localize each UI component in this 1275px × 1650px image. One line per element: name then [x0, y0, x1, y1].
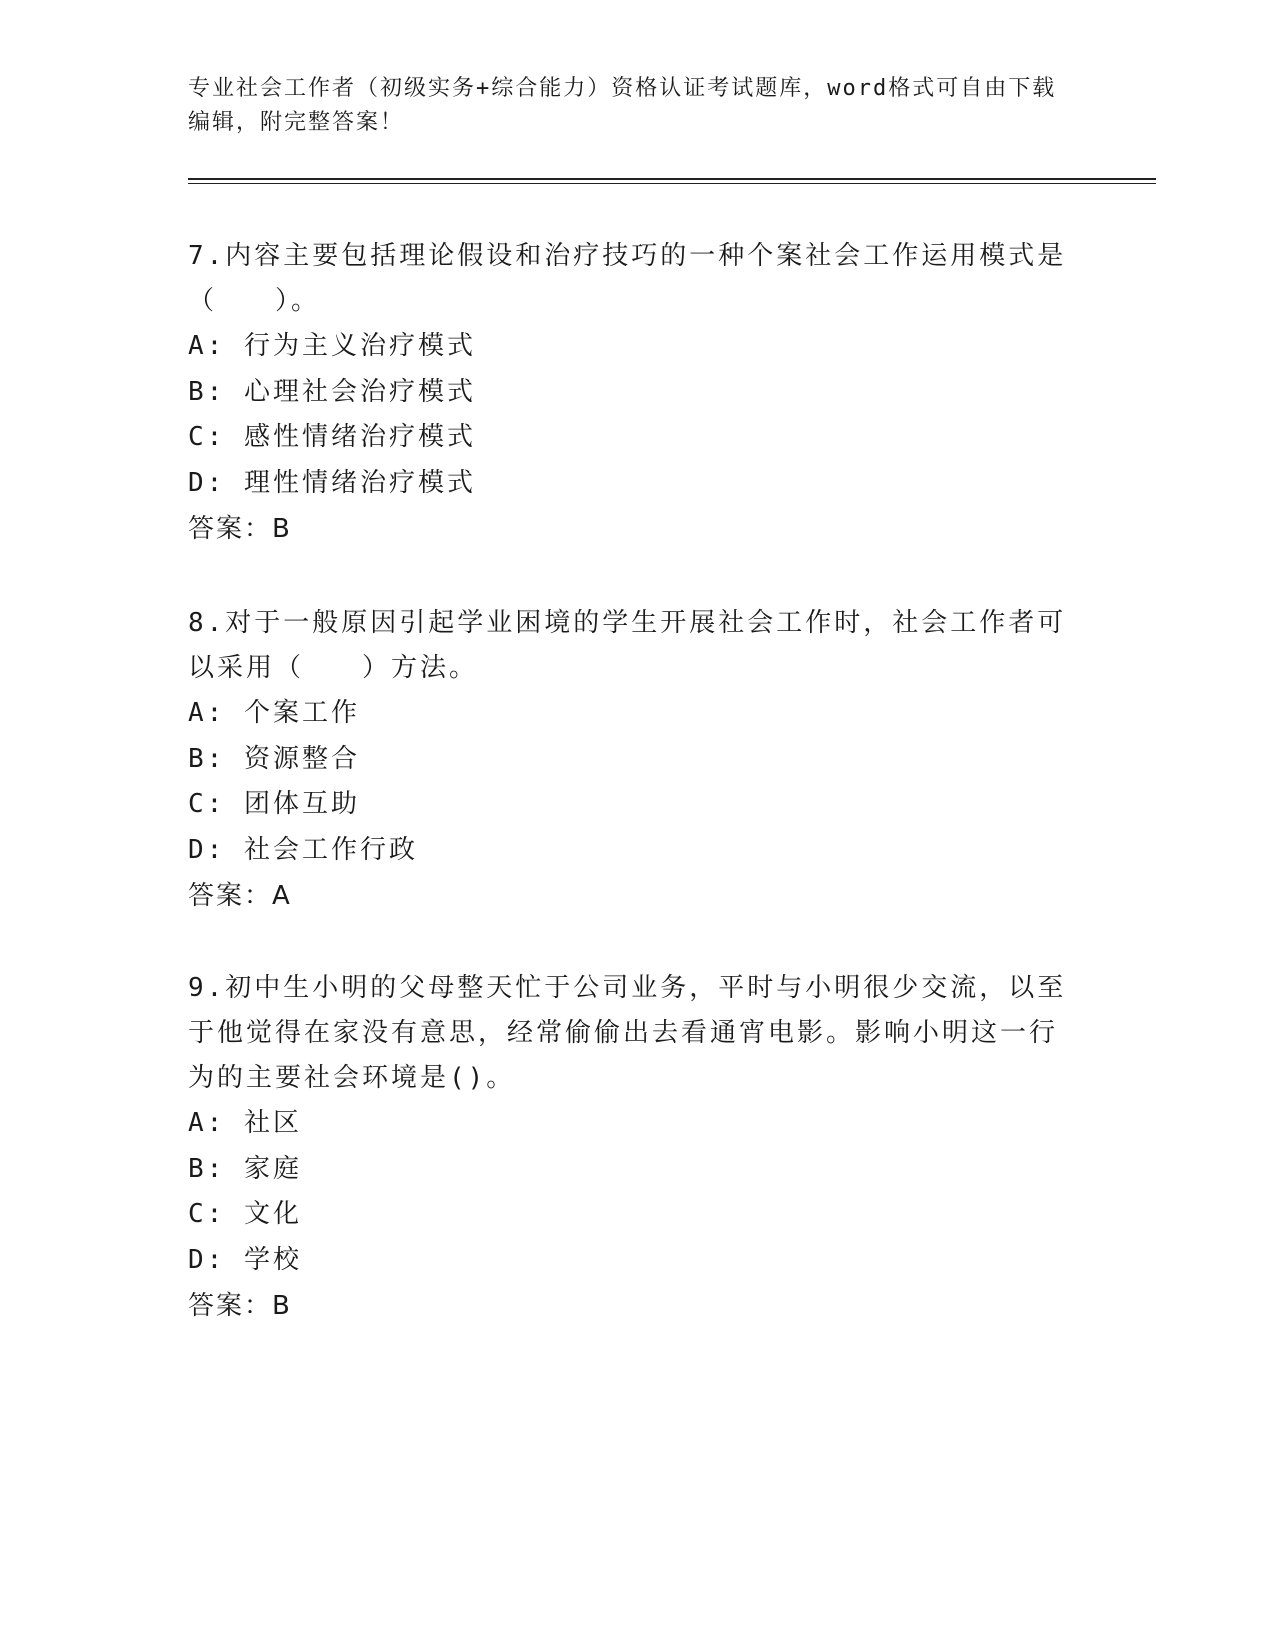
option-text: 学校	[243, 1244, 302, 1275]
option-text: 理性情绪治疗模式	[243, 467, 476, 498]
option-c	[188, 782, 1068, 828]
option-text: 个案工作	[243, 698, 360, 728]
option-key: A:	[188, 698, 226, 728]
option-key: D:	[188, 467, 226, 498]
question-7	[188, 234, 1068, 552]
option-b	[188, 737, 1068, 783]
question-8	[188, 601, 1068, 919]
option-text: 行为主义治疗模式	[243, 331, 476, 361]
header-line-1: 专业社会工作者（初级实务+综合能力）资格认证考试题库，word格式可自由下载	[188, 76, 1057, 101]
option-c	[188, 1192, 1068, 1238]
answer-line: 答案：B	[188, 1291, 292, 1321]
question-stem-line: 7.内容主要包括理论假设和治疗技巧的一种个案社会工作运用模式是	[188, 241, 1067, 271]
option-key: A:	[188, 1108, 226, 1138]
option-text: 社会工作行政	[243, 834, 418, 865]
question-stem-line: 为的主要社会环境是()。	[188, 1063, 516, 1093]
question-9	[188, 966, 1068, 1329]
option-text: 资源整合	[243, 743, 360, 774]
answer-line: 答案：B	[188, 514, 292, 544]
document-header	[188, 72, 1088, 140]
option-key: D:	[188, 1244, 226, 1275]
option-d	[188, 1238, 1068, 1284]
header-rule-thin	[188, 183, 1156, 184]
option-text: 心理社会治疗模式	[243, 376, 476, 407]
answer-line: 答案：A	[188, 881, 292, 911]
question-stem-line: 8.对于一般原因引起学业困境的学生开展社会工作时，社会工作者可	[188, 608, 1067, 638]
header-rule-thick	[188, 178, 1156, 180]
option-text: 团体互助	[243, 789, 360, 819]
option-key: D:	[188, 834, 226, 865]
option-text: 文化	[243, 1199, 302, 1229]
option-b	[188, 370, 1068, 416]
option-c	[188, 415, 1068, 461]
option-key: B:	[188, 743, 226, 774]
option-text: 社区	[243, 1108, 302, 1138]
option-key: A:	[188, 331, 226, 361]
option-key: C:	[188, 422, 226, 452]
option-text: 家庭	[243, 1153, 302, 1184]
option-key: B:	[188, 376, 226, 407]
option-d	[188, 828, 1068, 874]
question-stem-line: 以采用（ ）方法。	[188, 653, 479, 683]
option-a	[188, 324, 1068, 370]
option-text: 感性情绪治疗模式	[243, 422, 476, 452]
option-key: C:	[188, 789, 226, 819]
option-a	[188, 691, 1068, 737]
option-key: B:	[188, 1153, 226, 1184]
question-stem-line: （ ）。	[188, 286, 321, 316]
option-b	[188, 1147, 1068, 1193]
question-stem-line: 于他觉得在家没有意思，经常偷偷出去看通宵电影。影响小明这一行	[188, 1018, 1059, 1048]
option-key: C:	[188, 1199, 226, 1229]
option-d	[188, 461, 1068, 507]
header-line-2: 编辑，附完整答案！	[188, 110, 405, 135]
question-stem-line: 9.初中生小明的父母整天忙于公司业务，平时与小明很少交流，以至	[188, 973, 1067, 1003]
option-a	[188, 1101, 1068, 1147]
